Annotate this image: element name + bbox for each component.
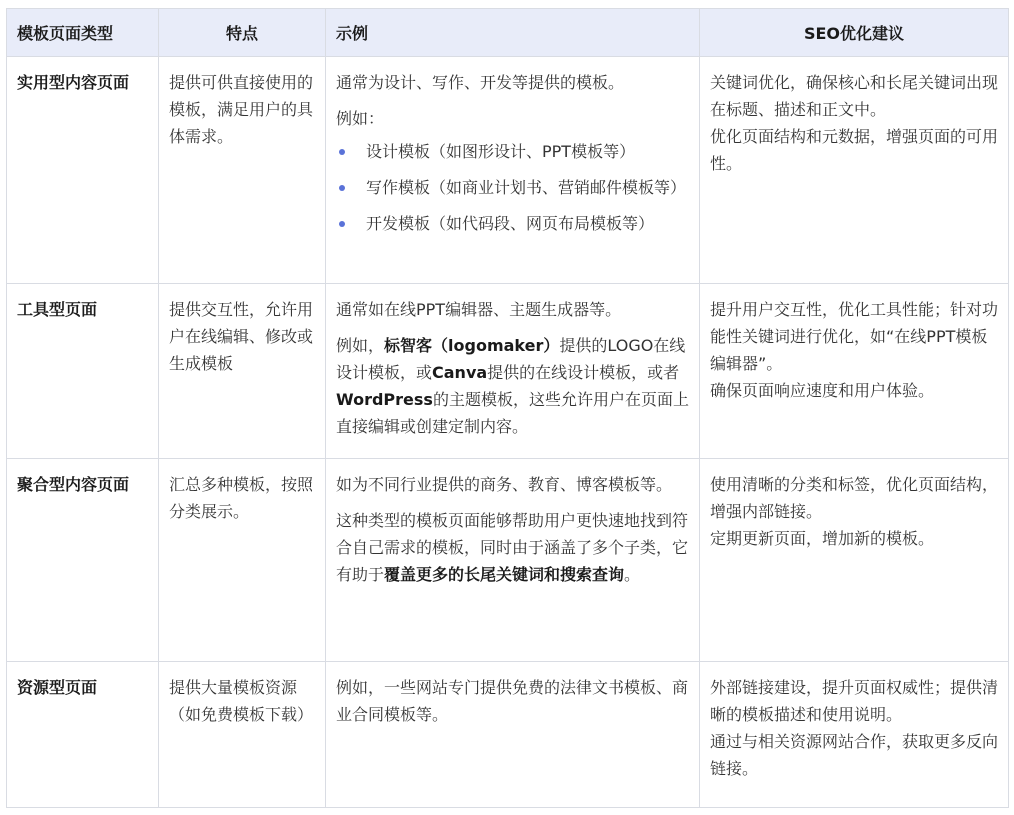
example-text-part: 。 [624, 565, 641, 584]
example-text: 通常如在线PPT编辑器、主题生成器等。 [336, 300, 622, 319]
header-feature: 特点 [159, 9, 326, 57]
brand-canva: Canva [432, 363, 488, 382]
list-item: 开发模板（如代码段、网页布局模板等） [336, 210, 689, 237]
header-example: 示例 [326, 9, 700, 57]
template-page-types-table [6, 8, 1009, 808]
table-row [7, 662, 1009, 808]
cell-type: 工具型页面 [7, 284, 159, 459]
cell-suggestion [700, 284, 1009, 459]
suggestion-line: 通过与相关资源网站合作，获取更多反向链接。 [710, 732, 999, 778]
example-text-part: 例如， [336, 336, 385, 355]
list-item: 写作模板（如商业计划书、营销邮件模板等） [336, 174, 689, 201]
table-body [7, 57, 1009, 808]
example-text-part: 这种类型的模板页面能够帮助用户更快速地找到符合自己需求的模板，同时由于涵盖了多个子类，它有助于 [336, 511, 689, 584]
cell-example [326, 57, 700, 284]
header-row [7, 9, 1009, 57]
suggestion-line: 提升用户交互性，优化工具性能；针对功能性关键词进行优化，如“在线PPT模板编辑器”。 [710, 300, 999, 373]
suggestion-line: 优化页面结构和元数据，增强页面的可用性。 [710, 127, 999, 173]
cell-feature: 提供交互性，允许用户在线编辑、修改或生成模板 [159, 284, 326, 459]
example-text-part: 提供的在线设计模板，或者 [487, 363, 680, 382]
example-bullet-list [336, 138, 689, 237]
cell-suggestion [700, 662, 1009, 808]
example-text: 例如，一些网站专门提供免费的法律文书模板、商业合同模板等。 [336, 678, 689, 724]
cell-type: 实用型内容页面 [7, 57, 159, 284]
cell-type: 聚合型内容页面 [7, 459, 159, 662]
list-item: 设计模板（如图形设计、PPT模板等） [336, 138, 689, 165]
emphasis-text: 覆盖更多的长尾关键词和搜索查询 [384, 565, 625, 584]
example-text-part: 提供的LOGO在线设计模板，或 [336, 336, 686, 382]
example-text: 例如： [336, 109, 385, 128]
cell-example [326, 459, 700, 662]
example-text [336, 507, 689, 588]
cell-example [326, 662, 700, 808]
cell-feature: 提供可供直接使用的模板，满足用户的具体需求。 [159, 57, 326, 284]
cell-suggestion [700, 459, 1009, 662]
table-row [7, 284, 1009, 459]
table-row [7, 459, 1009, 662]
example-text [336, 332, 689, 440]
cell-type: 资源型页面 [7, 662, 159, 808]
header-seo-suggestion: SEO优化建议 [700, 9, 1009, 57]
header-type: 模板页面类型 [7, 9, 159, 57]
cell-suggestion [700, 57, 1009, 284]
cell-feature: 提供大量模板资源（如免费模板下载） [159, 662, 326, 808]
table-row [7, 57, 1009, 284]
suggestion-line: 使用清晰的分类和标签，优化页面结构，增强内部链接。 [710, 475, 999, 521]
cell-example [326, 284, 700, 459]
table-header [7, 9, 1009, 57]
brand-wordpress: WordPress [336, 390, 433, 409]
example-text: 通常为设计、写作、开发等提供的模板。 [336, 73, 625, 92]
example-text: 如为不同行业提供的商务、教育、博客模板等。 [336, 475, 673, 494]
suggestion-line: 确保页面响应速度和用户体验。 [710, 381, 935, 400]
example-text-part: 的主题模板，这些允许用户在页面上直接编辑或创建定制内容。 [336, 390, 689, 436]
cell-feature: 汇总多种模板，按照分类展示。 [159, 459, 326, 662]
suggestion-line: 定期更新页面，增加新的模板。 [710, 529, 935, 548]
suggestion-line: 关键词优化，确保核心和长尾关键词出现在标题、描述和正文中。 [710, 73, 999, 119]
brand-logomaker: 标智客（logomaker） [384, 336, 560, 355]
suggestion-line: 外部链接建设，提升页面权威性；提供清晰的模板描述和使用说明。 [710, 678, 999, 724]
